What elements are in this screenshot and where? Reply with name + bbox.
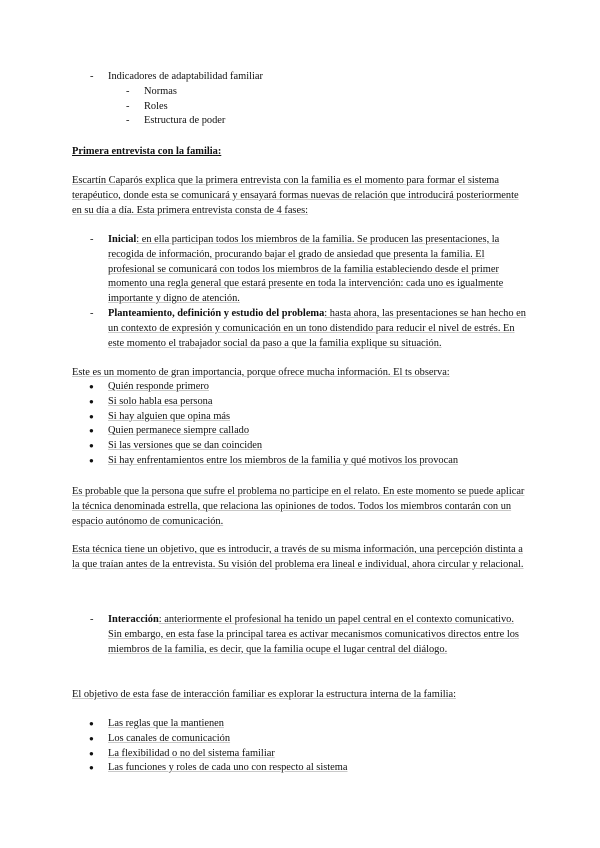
phase-item	[72, 233, 528, 307]
list-item-text: Los canales de comunicación	[108, 732, 231, 744]
list-item-text: Si hay enfrentamientos entre los miembros de la familia y qué motivos los provocan	[108, 454, 459, 466]
dash-marker: -	[90, 234, 94, 245]
adaptability-list	[72, 70, 528, 129]
star-technique-paragraph: Es probable que la persona que sufre el problema no participe en el relato. En este momento se puede aplicar la técnica denominada estrella, que relaciona las opiniones de todos. Todos los miembros contarán con un espacio autónomo de comunicación.	[72, 486, 525, 527]
bullet-marker: ●	[89, 455, 94, 465]
list-item	[72, 380, 528, 395]
list-item	[72, 747, 528, 762]
list-item	[72, 732, 528, 747]
phase-item	[72, 307, 528, 351]
list-item-text: Si hay alguien que opina más	[108, 410, 231, 422]
list-item	[72, 761, 528, 776]
sub-list-item	[72, 85, 528, 100]
phase-title: Inicial	[108, 234, 137, 245]
phase-text: : hasta ahora, las presentaciones se han hecho en un contexto de expresión y comunicación en un tono distendido para reducir el nivel de estrés. En este momento el trabajador social da paso a que la familia explique su situación.	[108, 307, 526, 349]
list-item-text: Si solo habla esa persona	[108, 395, 213, 407]
list-item	[72, 424, 528, 439]
list-item	[72, 70, 528, 85]
section-heading: Primera entrevista con la familia:	[72, 146, 222, 157]
dash-marker: -	[90, 71, 94, 82]
bullet-marker: ●	[89, 441, 94, 451]
list-item	[72, 395, 528, 410]
phase-text: : anteriormente el profesional ha tenido un papel central en el contexto comunicativo. Sin embargo, en esta fase la principal tarea es activar mecanismos comunicativos directos entre los miembros de la familia, es decir, que la familia ocupe el lugar central del diálogo.	[108, 614, 519, 655]
phase-text: : en ella participan todos los miembros de la familia. Se producen las presentaciones, la recogida de información, procurando bajar el grado de ansiedad que presenta la familia. El profesional se comunicará con todos los miembros de la familia estableciendo desde el primer momento una regla general que estará presente en toda la intervención: cada uno es igualmente importante y digno de atención.	[108, 234, 504, 305]
phase-title: Planteamiento, definición y estudio del problema	[108, 307, 325, 319]
list-item-text: Quién responde primero	[108, 381, 209, 392]
interaction-phase-list	[72, 613, 528, 657]
list-item-text: Las reglas que la mantienen	[108, 718, 224, 729]
list-item-text: Las funciones y roles de cada uno con respecto al sistema	[108, 762, 348, 774]
bullet-marker: ●	[89, 411, 94, 421]
phase-item	[72, 613, 528, 657]
list-item-text: Quien permanece siempre callado	[108, 425, 250, 437]
sub-list-item	[72, 100, 528, 115]
bullet-marker: ●	[89, 748, 94, 758]
sub-list-item	[72, 114, 528, 129]
bullet-marker: ●	[89, 382, 94, 391]
dash-marker: -	[90, 614, 94, 625]
observation-list	[72, 380, 528, 469]
bullet-marker: ●	[89, 733, 94, 743]
list-item	[72, 410, 528, 425]
list-item	[72, 439, 528, 454]
observe-intro: Este es un momento de gran importancia, porque ofrece mucha información. El ts observa:	[72, 367, 450, 378]
list-item-text: La flexibilidad o no del sistema familiar	[108, 747, 275, 759]
sub-list-item-text: Normas	[144, 85, 177, 97]
list-item	[72, 454, 528, 469]
phases-list	[72, 233, 528, 351]
dash-marker: -	[126, 100, 130, 112]
dash-marker: -	[90, 307, 94, 319]
bullet-marker: ●	[89, 396, 94, 406]
list-item-text: Indicadores de adaptabilidad familiar	[108, 71, 263, 82]
bullet-marker: ●	[89, 426, 94, 436]
list-item	[72, 717, 528, 732]
dash-marker: -	[126, 85, 130, 97]
interaction-intro: El objetivo de esta fase de interacción familiar es explorar la estructura interna de la familia:	[72, 689, 456, 700]
structure-list	[72, 717, 528, 776]
objective-paragraph: Esta técnica tiene un objetivo, que es introducir, a través de su misma información, una percepción distinta a la que traían antes de la entrevista. Su visión del problema era lineal e individual, ahora circular y relacional.	[72, 544, 524, 570]
bullet-marker: ●	[89, 763, 94, 773]
dash-marker: -	[126, 115, 130, 127]
intro-paragraph: Escartín Caparós explica que la primera entrevista con la familia es el momento para formar el sistema terapéutico, donde esta se comunicará y ensayará formas nuevas de relación que introducirá posteriormente en su día a día. Esta primera entrevista consta de 4 fases:	[72, 175, 519, 216]
sub-list-item-text: Roles	[144, 100, 168, 112]
sub-list-item-text: Estructura de poder	[144, 115, 226, 127]
bullet-marker: ●	[89, 719, 94, 728]
phase-title: Interacción	[108, 614, 159, 625]
list-item-text: Si las versiones que se dan coinciden	[108, 440, 263, 452]
